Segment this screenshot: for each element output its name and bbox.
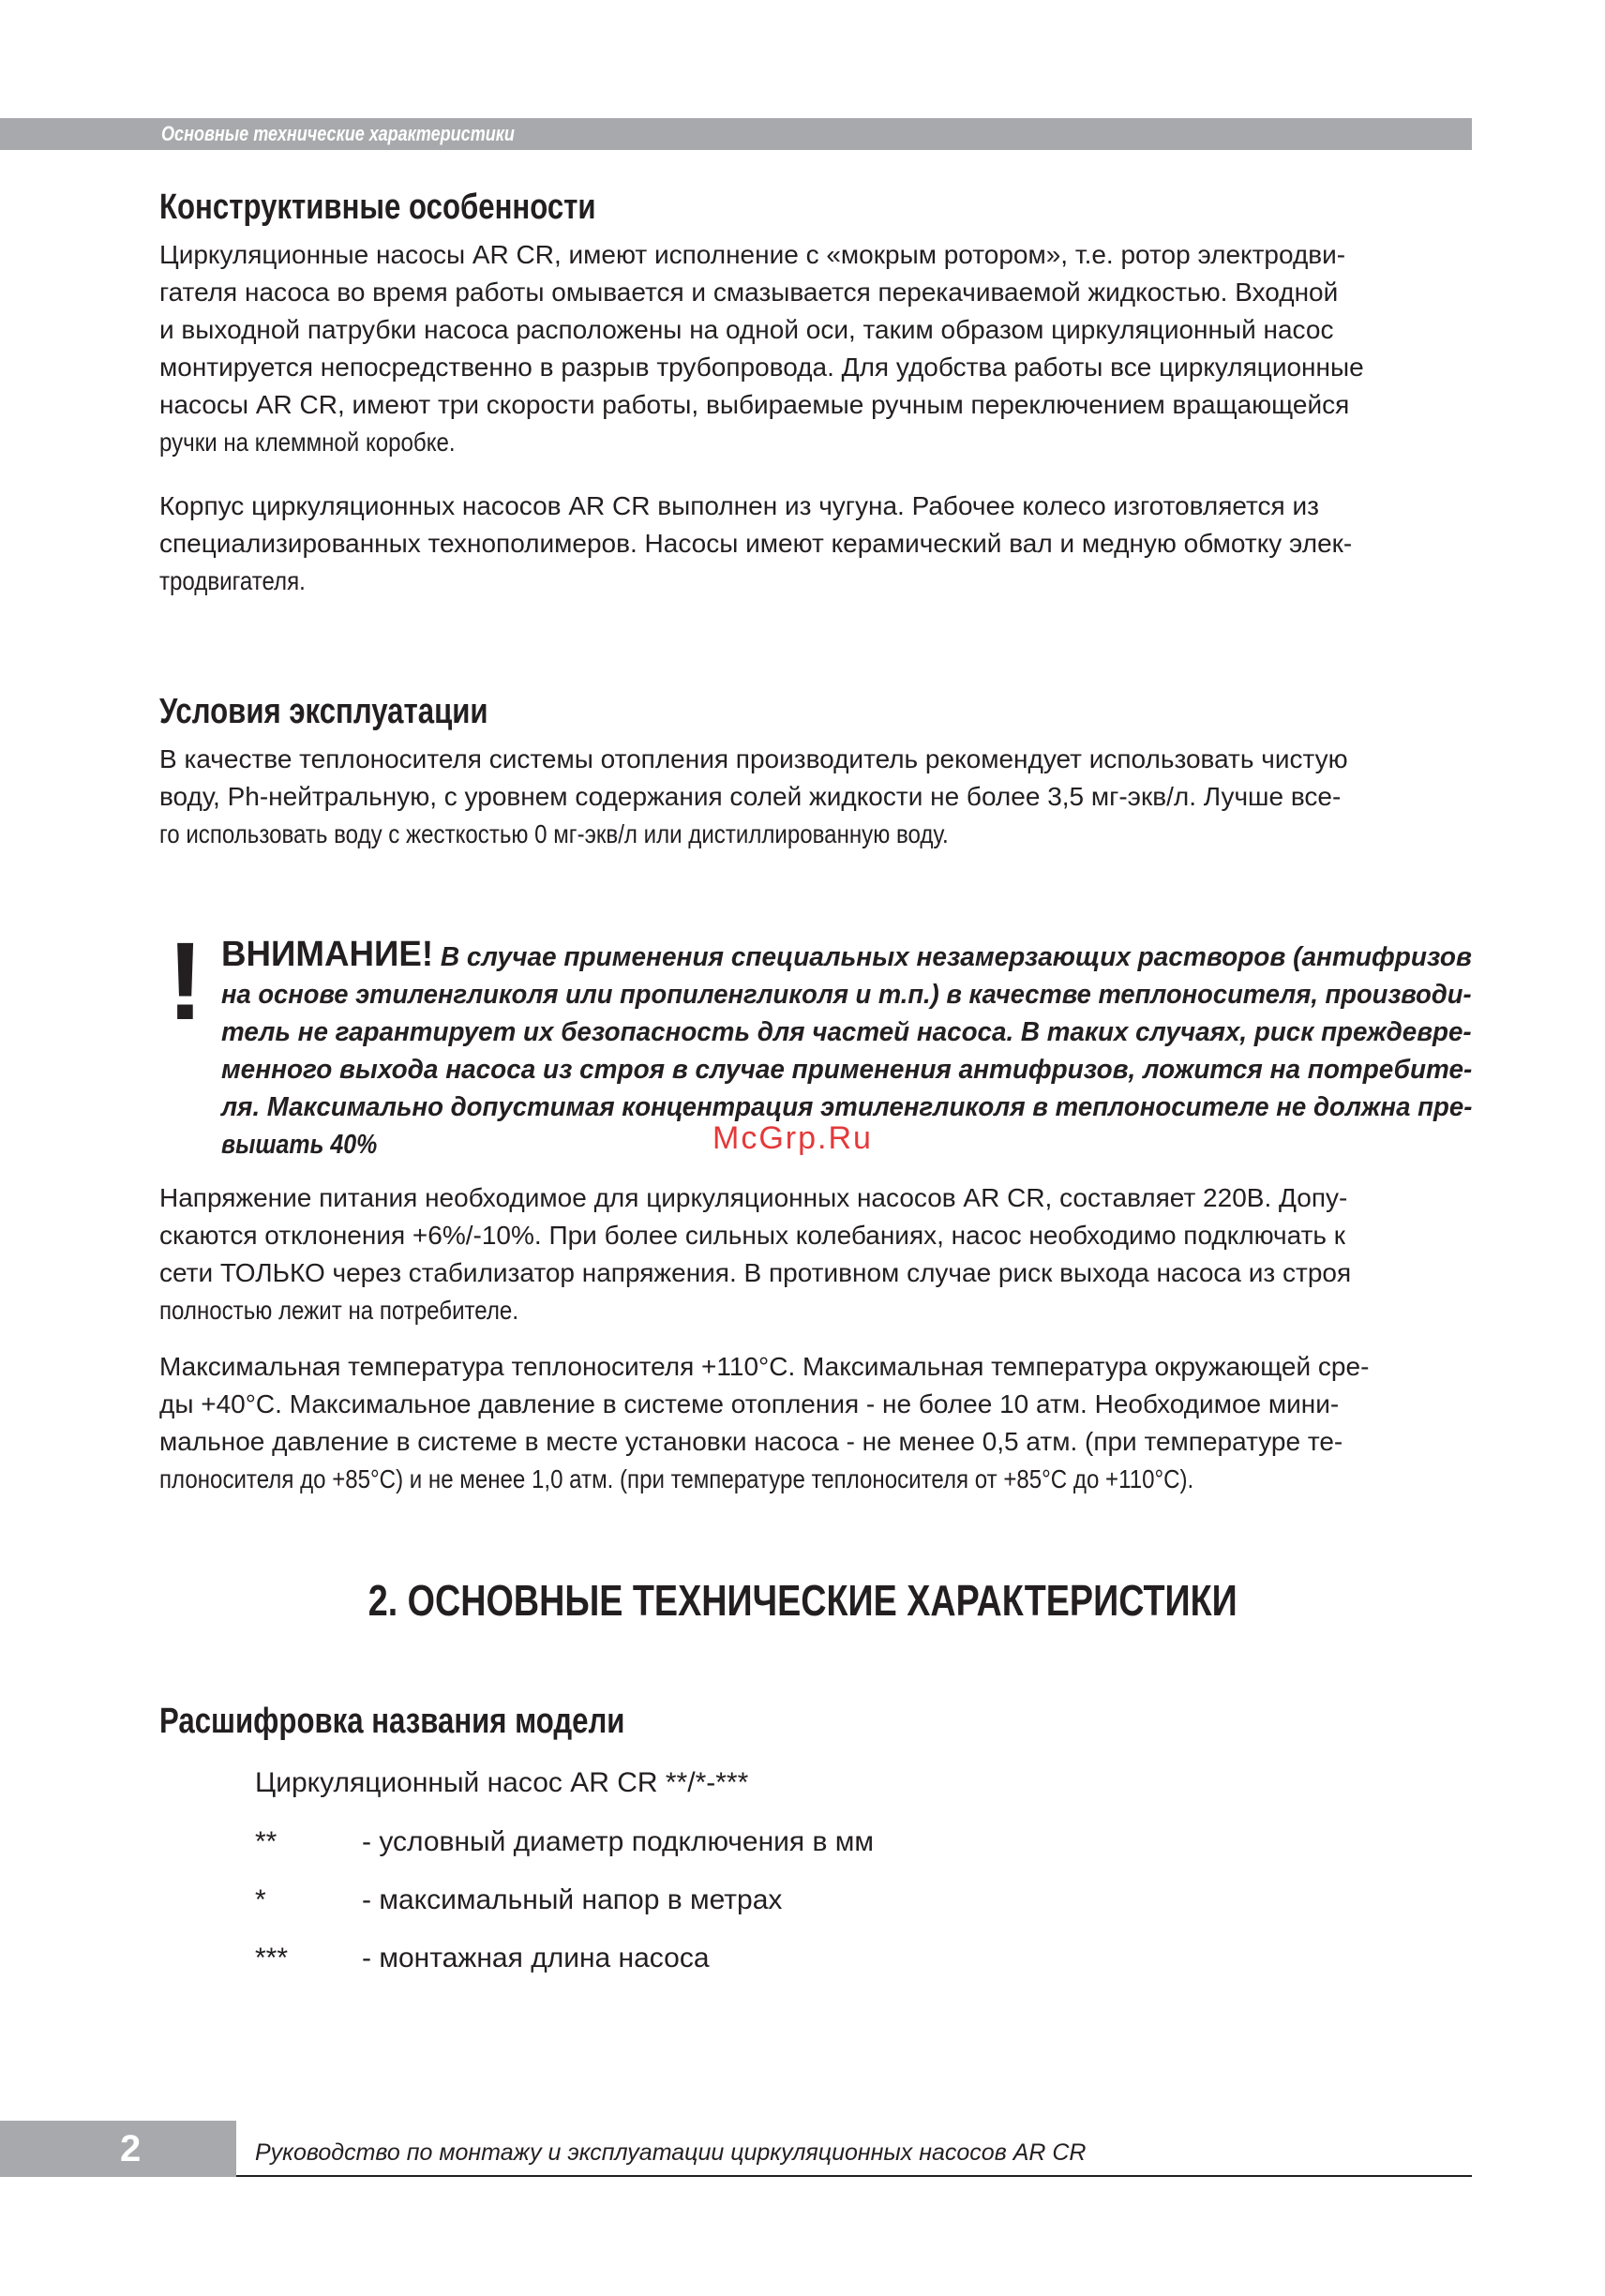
text-line: Корпус циркуляционных насосов AR CR выполнен из чугуна. Рабочее колесо изготовляется из <box>159 491 1319 520</box>
chapter-title <box>0 1575 1605 1626</box>
legend-code: * <box>255 1884 266 1915</box>
text-line: специализированных технополимеров. Насосы имеют керамический вал и медную обмотку элек- <box>159 529 1353 558</box>
text-line: плоносителя до +85°С) и не менее 1,0 атм. (при температуре теплоносителя от +85°С до +110°С). <box>159 1464 1194 1493</box>
operation-paragraph-3 <box>159 1348 1472 1498</box>
text-line: монтируется непосредственно в разрыв трубопровода. Для удобства работы все циркуляционные <box>159 353 1364 382</box>
design-paragraph-2 <box>159 488 1472 600</box>
design-paragraph-1 <box>159 236 1472 461</box>
text-line: тродвигателя. <box>159 566 306 595</box>
text-line: на основе этиленгликоля или пропиленгликоля и т.п.) в качестве теплоносителя, производи- <box>221 980 1472 1010</box>
text-line: скаются отклонения +6%/-10%. При более сильных колебаниях, насос необходимо подключать к <box>159 1221 1346 1250</box>
text-line: ля. Максимально допустимая концентрация этиленгликоля в теплоносителе не должна пре- <box>221 1092 1473 1122</box>
text-line: Циркуляционные насосы AR CR, имеют исполнение с «мокрым ротором», т.е. ротор электродви- <box>159 240 1346 269</box>
text-line: го использовать воду с жесткостью 0 мг-экв/л или дистиллированную воду. <box>159 819 949 848</box>
chapter-title-text: 2. ОСНОВНЫЕ ТЕХНИЧЕСКИЕ ХАРАКТЕРИСТИКИ <box>368 1576 1238 1625</box>
text-line: ды +40°С. Максимальное давление в системе отопления - не более 10 атм. Необходимое мини- <box>159 1389 1340 1418</box>
text-line: сети ТОЛЬКО через стабилизатор напряжения. В противном случае риск выхода насоса из строя <box>159 1258 1352 1287</box>
footer-text: Руководство по монтажу и эксплуатации циркуляционных насосов AR CR <box>255 2139 1087 2166</box>
text-line: В качестве теплоносителя системы отопления производитель рекомендует использовать чистую <box>159 744 1348 773</box>
text-line: ручки на клеммной коробке. <box>159 428 456 457</box>
watermark: McGrp.Ru <box>712 1120 873 1156</box>
section-title-design: Конструктивные особенности <box>159 188 596 227</box>
text-line: менного выхода насоса из строя в случае применения антифризов, ложится на потребите- <box>221 1055 1473 1085</box>
text-line: насосы AR CR, имеют три скорости работы, выбираемые ручным переключением вращающейся <box>159 390 1350 419</box>
text-line: вышать 40% <box>221 1130 378 1160</box>
warning-title: ВНИМАНИЕ! <box>221 935 434 974</box>
warning-first-text: В случае применения специальных незамерзающих растворов (антифризов <box>440 942 1472 972</box>
operation-paragraph-1 <box>159 741 1472 853</box>
text-line: Максимальная температура теплоносителя +110°С. Максимальная температура окружающей сре- <box>159 1352 1370 1381</box>
text-line: гателя насоса во время работы омывается и смазывается перекачиваемой жидкостью. Входной <box>159 278 1339 307</box>
text-line: и выходной патрубки насоса расположены на одной оси, таким образом циркуляционный насос <box>159 315 1334 344</box>
model-designation: Циркуляционный насос AR CR **/*-*** <box>255 1767 749 1798</box>
text-line: Напряжение питания необходимое для циркуляционных насосов AR CR, составляет 220В. Допу- <box>159 1183 1348 1212</box>
legend-desc: - монтажная длина насоса <box>362 1943 710 1973</box>
text-line: полностью лежит на потребителе. <box>159 1296 519 1325</box>
section-title-model: Расшифровка названия модели <box>159 1702 625 1741</box>
warning-first-line <box>221 935 1472 976</box>
page-number: 2 <box>120 2128 142 2169</box>
warning-icon: ! <box>167 920 204 1043</box>
legend-desc: - условный диаметр подключения в мм <box>362 1826 875 1857</box>
legend-code: *** <box>255 1943 289 1973</box>
operation-paragraph-2 <box>159 1179 1472 1329</box>
section-title-operation: Условия эксплуатации <box>159 692 488 731</box>
legend-desc: - максимальный напор в метрах <box>362 1884 783 1915</box>
footer-bar <box>0 2121 236 2177</box>
running-title: Основные технические характеристики <box>161 122 515 145</box>
text-line: воду, Ph-нейтральную, с уровнем содержания солей жидкости не более 3,5 мг-экв/л. Лучше все- <box>159 782 1342 811</box>
text-line: тель не гарантирует их безопасность для частей насоса. В таких случаях, риск преждевре- <box>221 1017 1472 1047</box>
text-line: мальное давление в системе в месте установки насоса - не менее 0,5 атм. (при температуре те- <box>159 1427 1343 1456</box>
legend-code: ** <box>255 1826 278 1857</box>
footer-rule <box>236 2175 1472 2177</box>
